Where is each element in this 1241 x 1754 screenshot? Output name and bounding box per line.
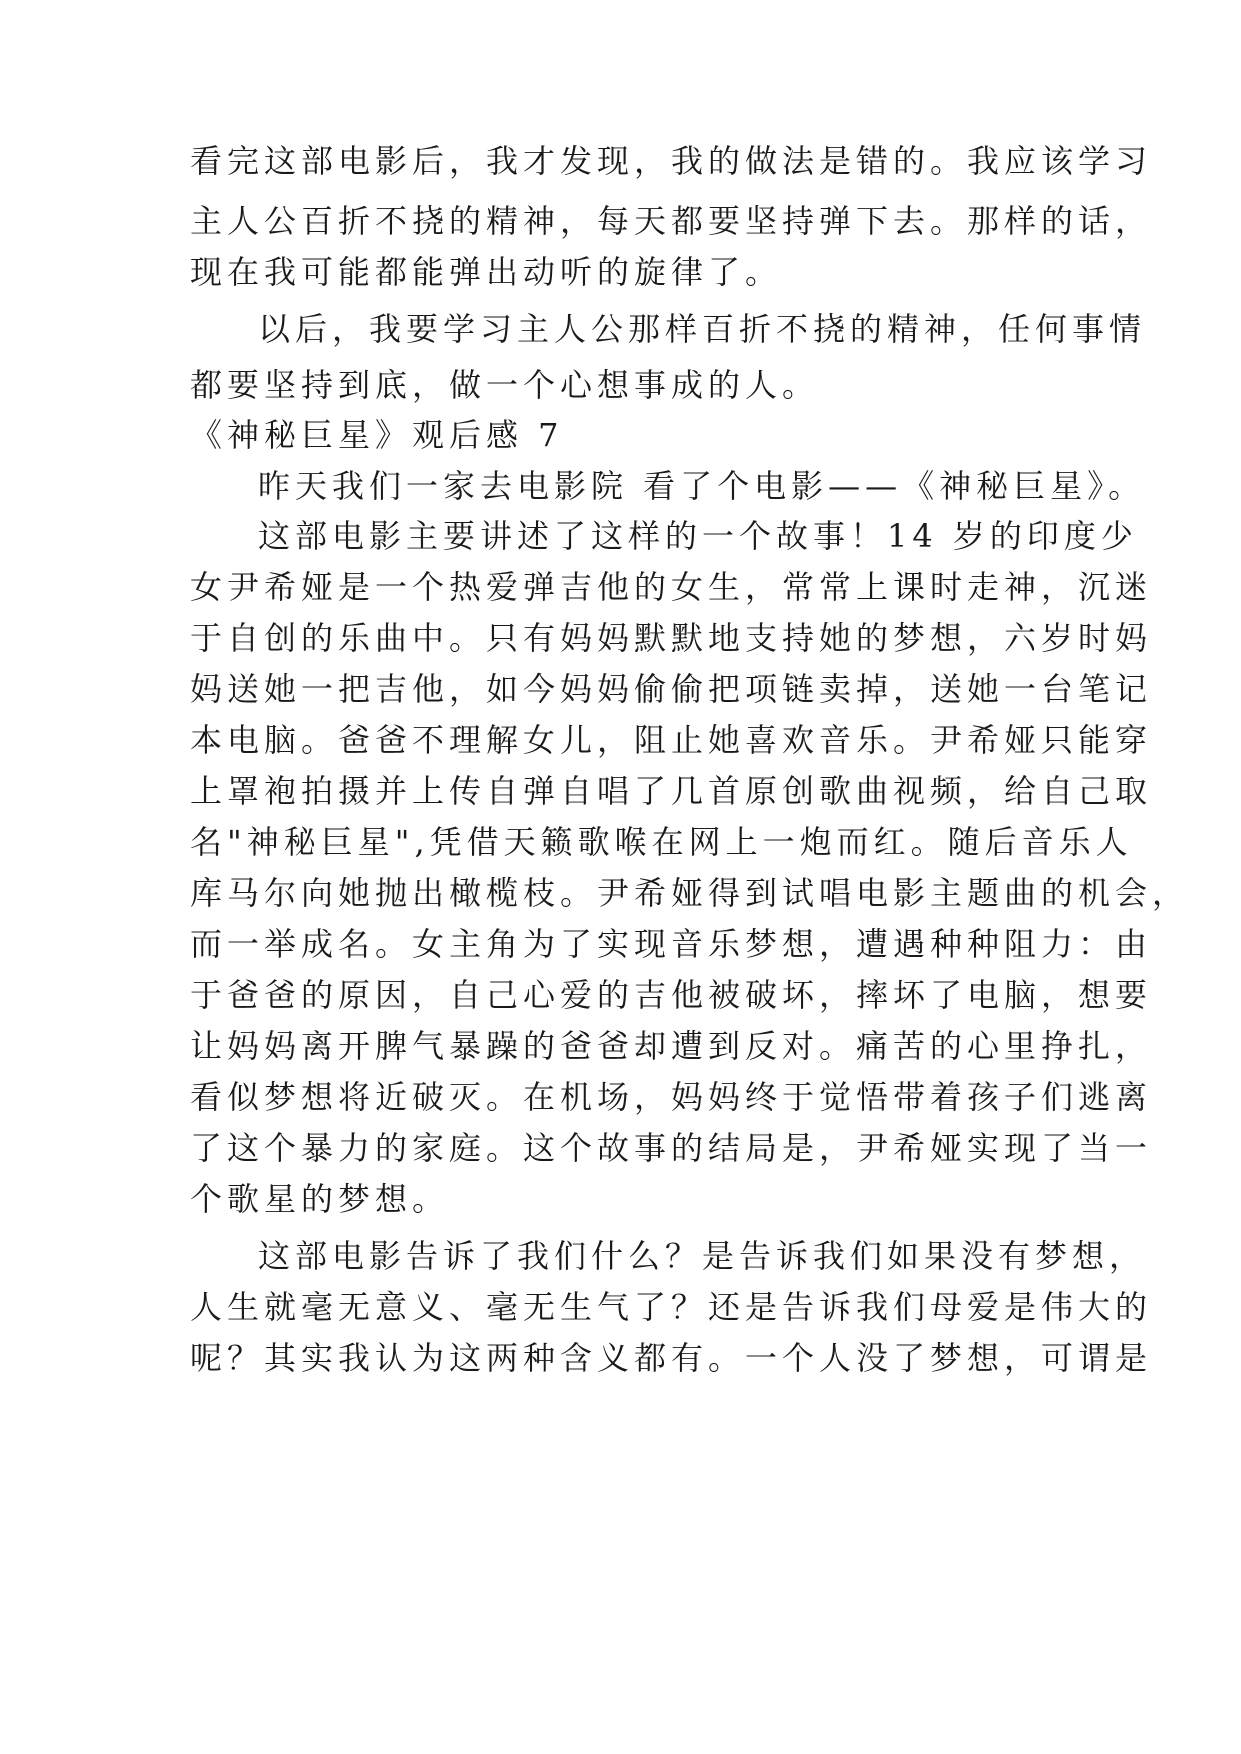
paragraph-line: 上罩袍拍摄并上传自弹自唱了几首原创歌曲视频，给自己取 <box>190 772 1153 810</box>
paragraph-line: 现在我可能都能弹出动听的旋律了。 <box>190 253 783 291</box>
paragraph-line: 都要坚持到底，做一个心想事成的人。 <box>190 366 820 404</box>
paragraph-line: 而一举成名。女主角为了实现音乐梦想，遭遇种种阻力：由 <box>190 925 1153 963</box>
paragraph-line: 呢？其实我认为这两种含义都有。一个人没了梦想，可谓是 <box>190 1339 1153 1377</box>
paragraph-line: 这部电影告诉了我们什么？是告诉我们如果没有梦想， <box>258 1237 1147 1275</box>
section-heading: 《神秘巨星》观后感 7 <box>190 416 564 454</box>
paragraph-line: 妈送她一把吉他，如今妈妈偷偷把项链卖掉，送她一台笔记 <box>190 670 1153 708</box>
paragraph-line: 看完这部电影后，我才发现，我的做法是错的。我应该学习 <box>190 142 1153 180</box>
paragraph-line: 了这个暴力的家庭。这个故事的结局是，尹希娅实现了当一 <box>190 1129 1153 1167</box>
paragraph-line: 让妈妈离开脾气暴躁的爸爸却遭到反对。痛苦的心里挣扎， <box>190 1027 1153 1065</box>
paragraph-line: 这部电影主要讲述了这样的一个故事！14 岁的印度少 <box>258 517 1138 555</box>
paragraph-line: 看似梦想将近破灭。在机场，妈妈终于觉悟带着孩子们逃离 <box>190 1078 1153 1116</box>
paragraph-line: 女尹希娅是一个热爱弹吉他的女生，常常上课时走神，沉迷 <box>190 568 1153 606</box>
paragraph-line: 于自创的乐曲中。只有妈妈默默地支持她的梦想，六岁时妈 <box>190 619 1153 657</box>
paragraph-line: 以后，我要学习主人公那样百折不挠的精神，任何事情 <box>258 310 1147 348</box>
paragraph-line: 昨天我们一家去电影院 看了个电影——《神秘巨星》。 <box>258 467 1146 505</box>
paragraph-line: 于爸爸的原因，自己心爱的吉他被破坏，摔坏了电脑，想要 <box>190 976 1153 1014</box>
paragraph-line: 个歌星的梦想。 <box>190 1180 450 1218</box>
paragraph-line: 本电脑。爸爸不理解女儿，阻止她喜欢音乐。尹希娅只能穿 <box>190 721 1153 759</box>
paragraph-line: 主人公百折不挠的精神，每天都要坚持弹下去。那样的话， <box>190 202 1153 240</box>
paragraph-line: 名"神秘巨星",凭借天籁歌喉在网上一炮而红。随后音乐人 <box>190 823 1133 861</box>
paragraph-line: 人生就毫无意义、毫无生气了？还是告诉我们母爱是伟大的 <box>190 1288 1153 1326</box>
paragraph-line: 库马尔向她抛出橄榄枝。尹希娅得到试唱电影主题曲的机会， <box>190 874 1190 912</box>
